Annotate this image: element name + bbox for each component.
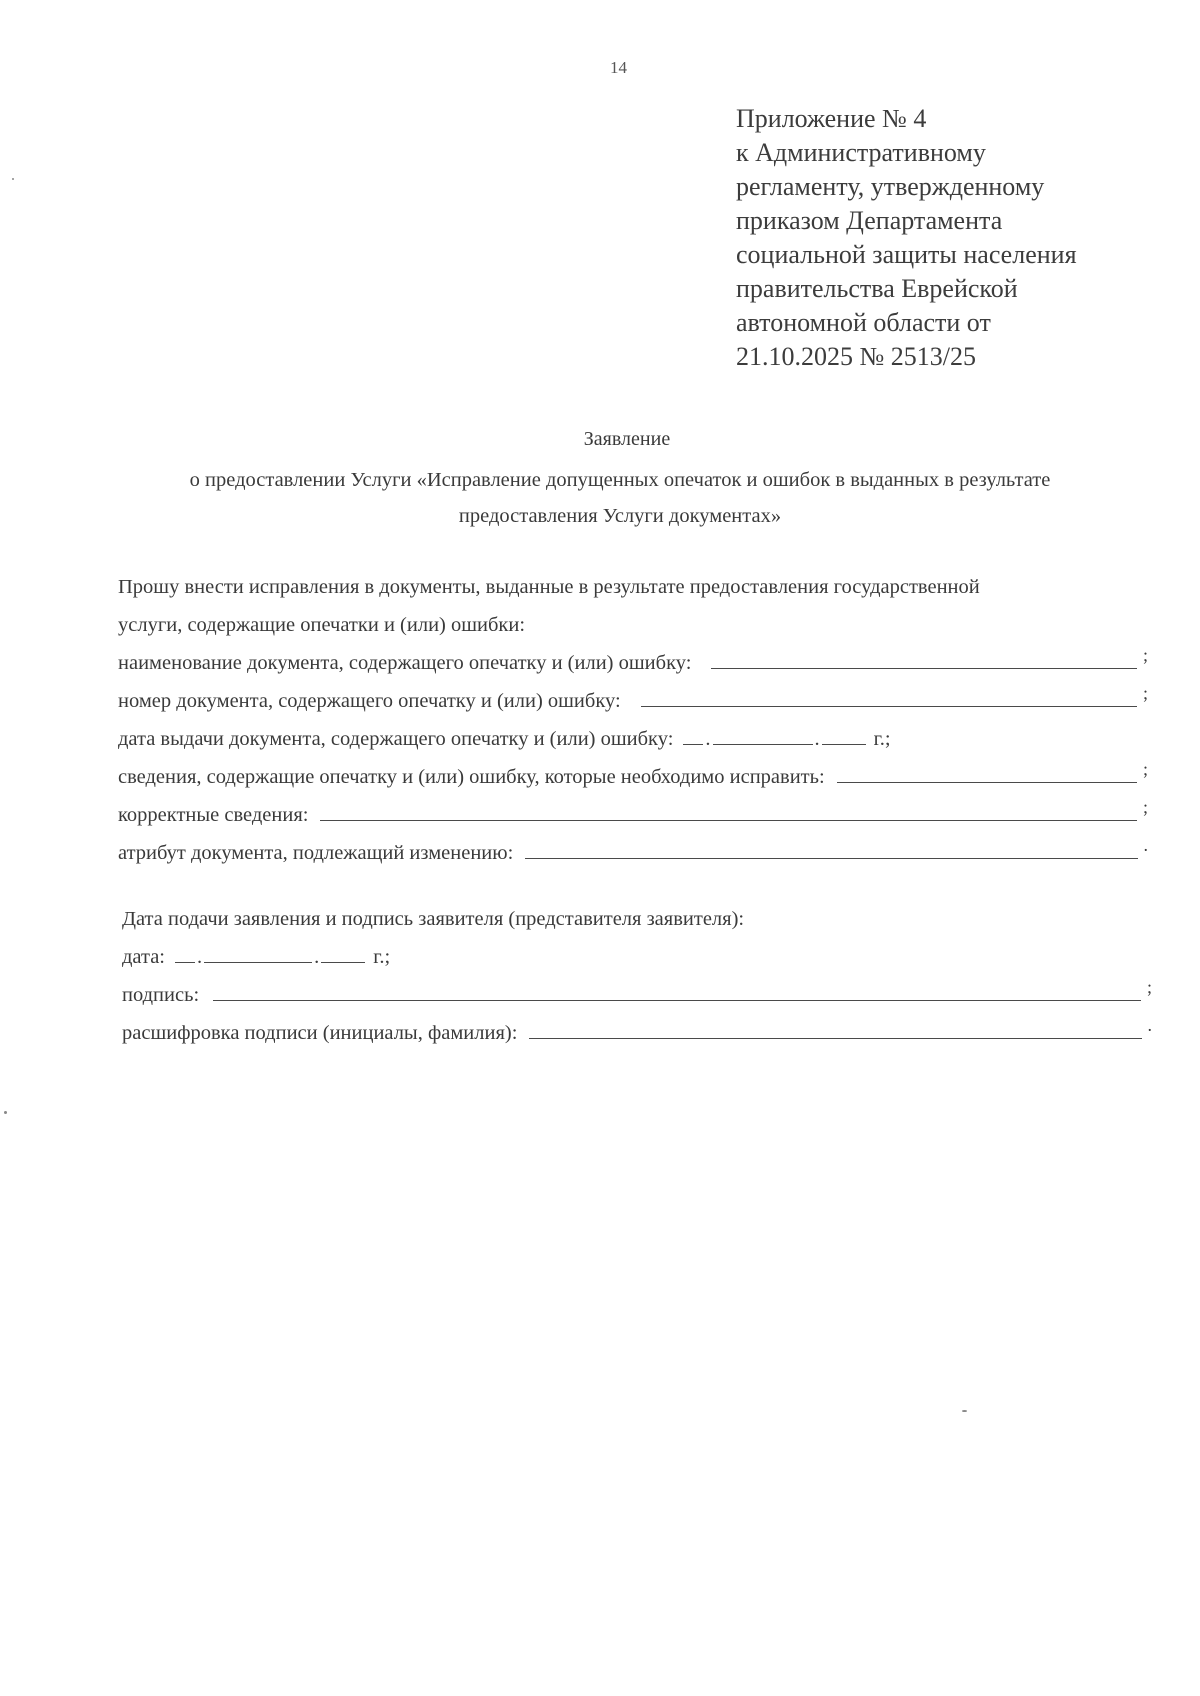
intro-text-1: Прошу внести исправления в документы, выданные в результате предоставления государственной [118,576,980,598]
page-number: 14 [610,58,627,77]
field-issue-date [118,720,1148,758]
date-dot: . [814,728,820,750]
intro-line-1 [118,568,1148,606]
sign-label: подпись: [122,984,200,1006]
issue-day-blank[interactable] [683,722,703,745]
signature-blank[interactable] [213,978,1141,1001]
field-document-number [118,682,1148,720]
appendix-line: Приложение № 4 [736,104,927,133]
field-correct-details [118,796,1148,834]
field-end: ; [1142,759,1148,779]
subtitle-line-1: о предоставлении Услуги «Исправление допущенных опечаток и ошибок в выданных в результате [189,469,1051,491]
submission-year-blank[interactable] [321,940,365,963]
field-end: ; [1142,683,1148,703]
signature-heading-line [122,900,1152,938]
field-end: ; [1142,645,1148,665]
appendix-line: 21.10.2025 № 2513/25 [736,342,977,371]
signature-heading: Дата подачи заявления и подпись заявителя (представителя заявителя): [122,908,745,930]
scan-speck [962,1410,967,1412]
appendix-line: правительства Еврейской [736,274,1018,303]
request-section [118,568,1148,872]
appendix-header [736,102,1156,374]
date-dot: . [705,728,711,750]
signature-decode-blank[interactable] [529,1016,1141,1039]
submission-day-blank[interactable] [175,940,195,963]
issue-year-blank[interactable] [822,722,866,745]
document-number-blank[interactable] [641,684,1137,707]
date-dot: . [314,946,320,968]
appendix-line: автономной области от [736,308,991,337]
date-suffix: г.; [373,946,391,968]
signature-section [122,900,1152,1052]
decode-end: . [1147,1015,1152,1035]
appendix-line: социальной защиты населения [736,240,1077,269]
date-label: дата: [122,946,166,968]
appendix-line: приказом Департамента [736,206,1003,235]
signature-line [122,976,1152,1014]
intro-line-2 [118,606,1148,644]
field-label: корректные сведения: [118,804,309,826]
field-label: номер документа, содержащего опечатку и (или) ошибку: [118,690,621,712]
submission-month-blank[interactable] [204,940,312,963]
submission-date-line [122,938,1152,976]
sign-end: ; [1146,977,1152,997]
document-attribute-blank[interactable] [525,836,1137,859]
field-label: дата выдачи документа, содержащего опечатку и (или) ошибку: [118,728,674,750]
document-title: Заявление [583,428,671,450]
error-details-blank[interactable] [837,760,1137,783]
field-error-details [118,758,1148,796]
field-end: ; [1142,797,1148,817]
date-dot: . [197,946,203,968]
decode-label: расшифровка подписи (инициалы, фамилия): [122,1022,518,1044]
signature-decode-line [122,1014,1152,1052]
field-end: . [1143,835,1148,855]
document-name-blank[interactable] [711,646,1137,669]
subtitle-line-2: предоставления Услуги документах» [458,505,782,527]
correct-details-blank[interactable] [320,798,1137,821]
appendix-line: к Административному [736,138,986,167]
field-label: сведения, содержащие опечатку и (или) ошибку, которые необходимо исправить: [118,766,825,788]
year-suffix: г.; [873,728,891,750]
scan-speck [12,178,14,180]
field-label: наименование документа, содержащего опечатку и (или) ошибку: [118,652,692,674]
field-document-name [118,644,1148,682]
issue-month-blank[interactable] [713,722,813,745]
field-label: атрибут документа, подлежащий изменению: [118,842,514,864]
appendix-line: регламенту, утвержденному [736,172,1045,201]
scan-speck [4,1111,7,1114]
field-document-attribute [118,834,1148,872]
intro-text-2: услуги, содержащие опечатки и (или) ошибки: [118,614,526,636]
document-subtitle [100,462,1140,534]
